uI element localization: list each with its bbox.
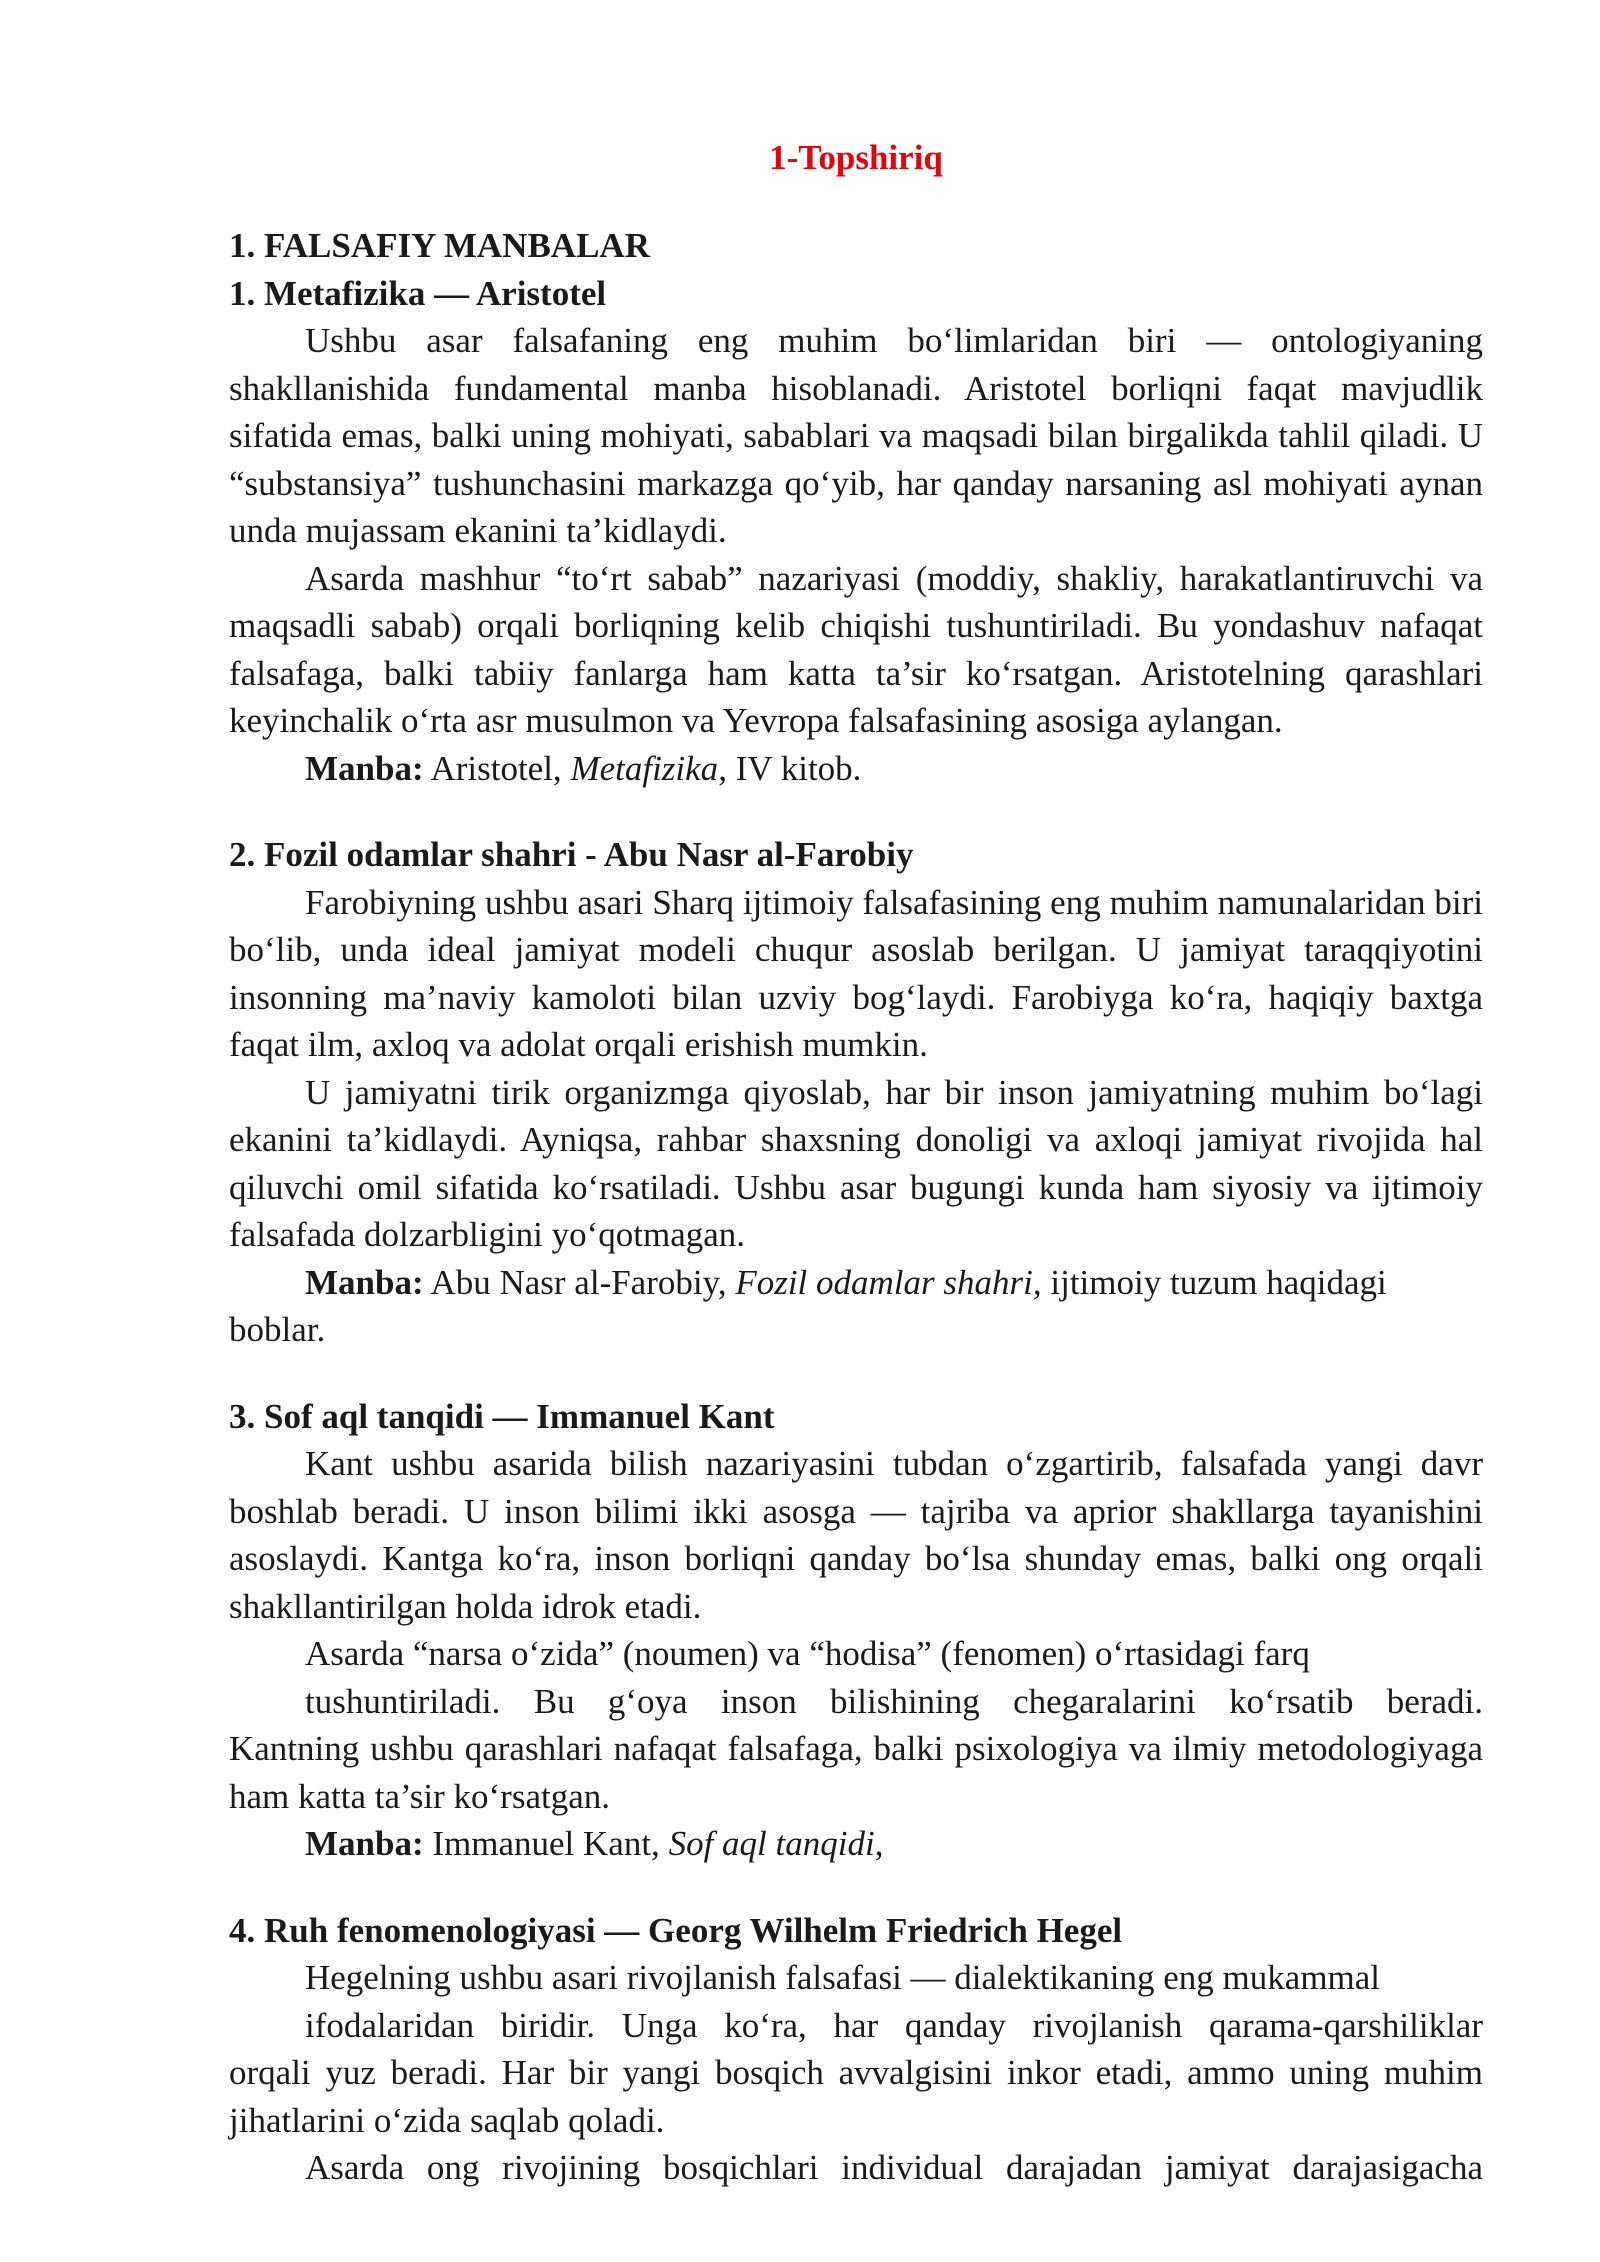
entry-heading-metafizika: 1. Metafizika — Aristotel: [229, 273, 607, 313]
entry-heading-kant: 3. Sof aql tanqidi — Immanuel Kant: [229, 1396, 775, 1436]
source-citation: [229, 1820, 1483, 1868]
paragraph: Ushbu asar falsafaning eng muhim bo‘limlaridan biri — ontologiyaning shakllanishida fundamental manba hisoblanadi. Aristotel borliqni faqat mavjudlik sifatida emas, balki uning mohiyati, sabablari va maqsadi bilan birgalikda tahlil qiladi. U “substansiya” tushunchasini markazga qo‘yib, har qanday narsaning asl mohiyati aynan unda mujassam ekanini ta’kidlaydi.: [229, 321, 1483, 550]
source-text: Aristotel,: [423, 748, 571, 788]
paragraph: Kantning ushbu qarashlari nafaqat falsafaga, balki psixologiya va ilmiy metodologiyaga ham katta ta’sir ko‘rsatgan.: [229, 1729, 1483, 1816]
entry-heading-farobiy: 2. Fozil odamlar shahri - Abu Nasr al-Farobiy: [229, 835, 914, 874]
source-text: Abu Nasr al-Farobiy,: [423, 1262, 736, 1302]
paragraph: U jamiyatni tirik organizmga qiyoslab, har bir inson jamiyatning muhim bo‘lagi ekanini ta’kidlaydi. Ayniqsa, rahbar shaxsning donoligi va axloqi jamiyat rivojida hal qiluvchi omil sifatida ko‘rsatiladi. Ushbu asar bugungi kunda ham siyosiy va ijtimoiy falsafada dolzarbligini yo‘qotmagan.: [229, 1072, 1483, 1254]
source-text: , IV kitob.: [718, 748, 862, 788]
source-label: Manba:: [305, 1824, 424, 1863]
source-text: ,: [874, 1824, 884, 1863]
paragraph-line: Asarda ong rivojining bosqichlari individual darajadan jamiyat darajasigacha: [305, 2148, 1483, 2187]
paragraph-line: Hegelning ushbu asari rivojlanish falsafasi — dialektikaning eng mukammal: [305, 1958, 1381, 1997]
source-title: Metafizika: [570, 748, 719, 788]
spacer: [229, 1354, 1483, 1393]
page-title: 1-Topshiriq: [769, 138, 943, 177]
spacer: [229, 792, 1483, 831]
source-citation: [229, 1259, 1483, 1354]
paragraph: Farobiyning ushbu asari Sharq ijtimoiy falsafasining eng muhim namunalaridan biri bo‘lib, unda ideal jamiyat modeli chuqur asoslab berilgan. U jamiyat taraqqiyotini insonning ma’naviy kamoloti bilan uzviy bog‘laydi. Farobiyga ko‘ra, haqiqiy baxtga faqat ilm, axloq va adolat orqali erishish mumkin.: [229, 882, 1483, 1064]
paragraph: orqali yuz beradi. Har bir yangi bosqich avvalgisini inkor etadi, ammo uning muhim jihatlarini o‘zida saqlab qoladi.: [229, 2053, 1483, 2140]
source-title: Sof aql tanqidi: [668, 1824, 875, 1863]
section-heading: 1. FALSAFIY MANBALAR: [229, 226, 650, 265]
paragraph-line: ifodalaridan biridir. Unga ko‘ra, har qanday rivojlanish qarama-qarshiliklar: [305, 2005, 1483, 2045]
paragraph-line: Asarda “narsa o‘zida” (noumen) va “hodisa” (fenomen) o‘rtasidagi farq: [305, 1634, 1310, 1673]
source-text: Immanuel Kant,: [423, 1824, 669, 1863]
paragraph-line: tushuntiriladi. Bu g‘oya inson bilishining chegaralarini ko‘rsatib beradi.: [305, 1681, 1483, 1721]
source-citation: [229, 745, 1483, 793]
source-label: Manba:: [305, 1262, 424, 1302]
source-label: Manba:: [305, 748, 424, 788]
document-body: [229, 222, 1483, 2192]
source-text: , ijtimoiy tuzum haqidagi boblar.: [229, 1262, 1387, 1349]
paragraph: Asarda mashhur “to‘rt sabab” nazariyasi (moddiy, shakliy, harakatlantiruvchi va maqsadli sabab) orqali borliqning kelib chiqishi tushuntiriladi. Bu yondashuv nafaqat falsafaga, balki tabiiy fanlarga ham katta ta’sir ko‘rsatgan. Aristotelning qarashlari keyinchalik o‘rta asr musulmon va Yevropa falsafasining asosiga aylangan.: [229, 558, 1483, 740]
entry-heading-hegel: 4. Ruh fenomenologiyasi — Georg Wilhelm Friedrich Hegel: [229, 1910, 1123, 1950]
spacer: [229, 1868, 1483, 1907]
source-title: Fozil odamlar shahri: [735, 1262, 1033, 1302]
paragraph: Kant ushbu asarida bilish nazariyasini tubdan o‘zgartirib, falsafada yangi davr boshlab beradi. U inson bilimi ikki asosga — tajriba va aprior shakllarga tayanishini asoslaydi. Kantga ko‘ra, inson borliqni qanday bo‘lsa shunday emas, balki ong orqali shakllantirilgan holda idrok etadi.: [229, 1444, 1483, 1626]
